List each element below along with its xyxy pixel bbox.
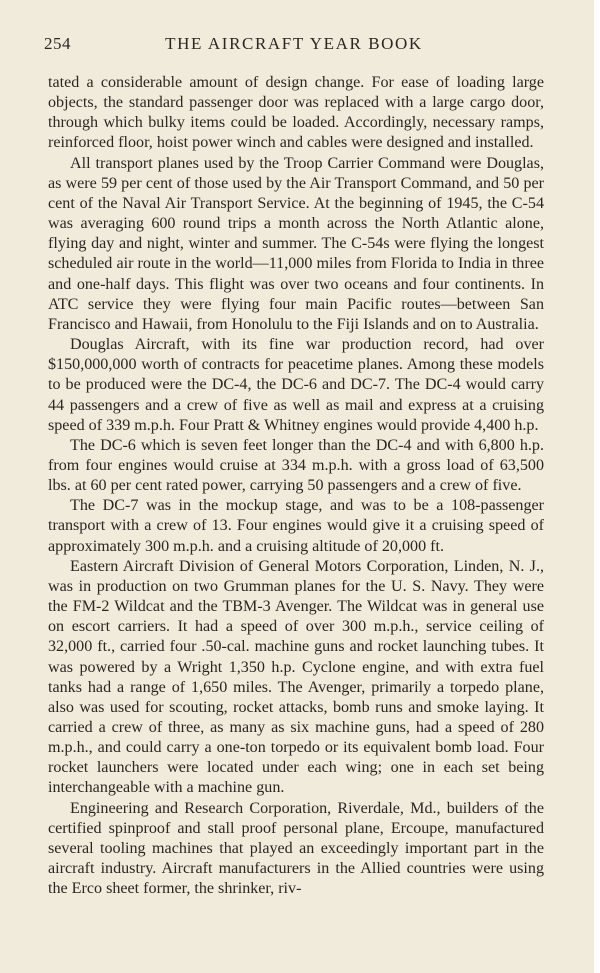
page-number: 254 xyxy=(44,34,71,53)
paragraph-eastern-aircraft: Eastern Aircraft Division of General Motors Corporation, Linden, N. J., was in production on two Grumman planes for the U. S. Navy. They were the FM-2 Wildcat and the TBM-3 Avenger. The Wildcat was in general use on escort carriers. It had a speed of over 300 m.p.h., service ceiling of 32,000 ft., carried four .50-cal. machine guns and rocket launching tubes. It was powered by a Wright 1,350 h.p. Cyclone engine, and with extra fuel tanks had a range of 1,650 miles. The Avenger, primarily a torpedo plane, also was used for scouting, rocket attacks, bomb runs and smoke laying. It carried a crew of three, as many as six machine guns, had a speed of 280 m.p.h., and could carry a one-ton torpedo or its equivalent bomb load. Four rocket launchers were located under each wing; one in each set being interchangeable with a machine gun. xyxy=(48,557,544,797)
running-title: THE AIRCRAFT YEAR BOOK xyxy=(165,34,423,53)
paragraph-erco: Engineering and Research Corporation, Riverdale, Md., builders of the certified spinproof and stall proof personal plane, Ercoupe, manufactured several tooling machines that played an exceedingly important part in the aircraft industry. Aircraft manufacturers in the Allied countries were using the Erco sheet former, the shrinker, riv- xyxy=(48,799,544,898)
paragraph-dc6: The DC-6 which is seven feet longer than the DC-4 and with 6,800 h.p. from four engines would cruise at 334 m.p.h. with a gross load of 63,500 lbs. at 60 per cent rated power, carrying 50 passengers and a crew of five. xyxy=(48,436,544,495)
body-text xyxy=(48,73,544,899)
page-header xyxy=(44,34,544,58)
paragraph-douglas-contracts: Douglas Aircraft, with its fine war production record, had over $150,000,000 worth of contracts for peacetime planes. Among these models to be produced were the DC-4, the DC-6 and DC-7. The DC-4 would carry 44 passengers and a crew of five as well as mail and express at a cruising speed of 339 m.p.h. Four Pratt & Whitney engines would provide 4,400 h.p. xyxy=(48,336,544,434)
paragraph-dc7: The DC-7 was in the mockup stage, and was to be a 108-passenger transport with a crew of 13. Four engines would give it a cruising speed of approximately 300 m.p.h. and a cruising altitude of 20,000 ft. xyxy=(48,497,544,555)
paragraph-douglas-transports: All transport planes used by the Troop Carrier Command were Douglas, as were 59 per cent of those used by the Air Transport Command, and 50 per cent of the Naval Air Transport Service. At the beginning of 1945, the C-54 was averaging 600 round trips a month across the North Atlantic alone, flying day and night, winter and summer. The C-54s were flying the longest scheduled air route in the world—11,000 miles from Florida to India in three and one-half days. This flight was over two oceans and four continents. In ATC service they were flying four main Pacific routes—between San Francisco and Hawaii, from Honolulu to the Fiji Islands and on to Australia. xyxy=(48,154,544,333)
paragraph-cargo-door: tated a considerable amount of design change. For ease of loading large objects, the standard passenger door was replaced with a large cargo door, through which bulky items could be loaded. Accordingly, necessary ramps, reinforced floor, hoist power winch and cables were designed and installed. xyxy=(48,74,544,152)
